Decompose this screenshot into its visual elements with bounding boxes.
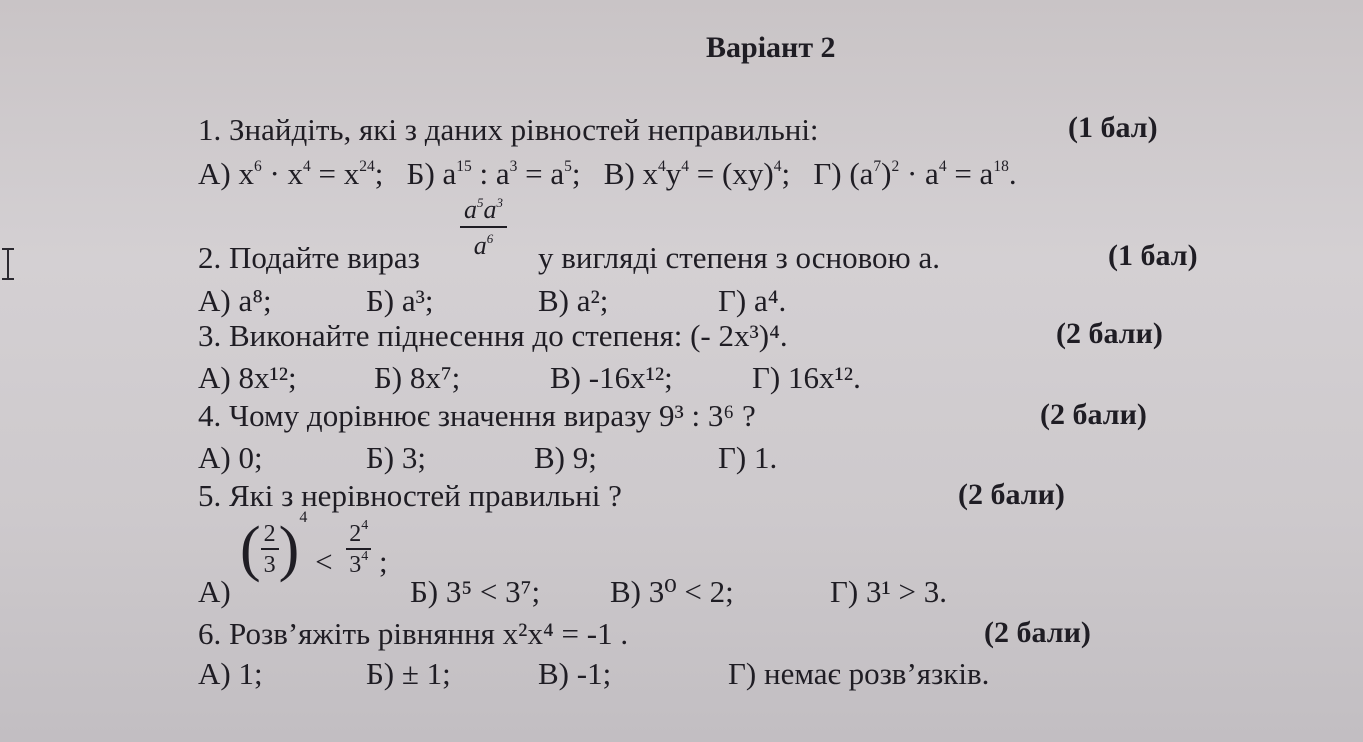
q6-option-a: А) 1; [198,656,263,691]
question-3-text: 3. Виконайте піднесення до степеня: (- 2x³)⁴. [198,318,788,353]
q1-option-g-label: Г) [813,156,842,191]
q1-option-v-label: В) [603,156,635,191]
q4-option-v: В) 9; [534,440,597,475]
question-3-points: (2 бали) [1056,317,1163,350]
question-5-text: 5. Які з нерівностей правильні ? [198,478,622,513]
q6-option-v: В) -1; [538,656,612,691]
q3-option-v: В) -16x¹²; [550,360,673,395]
question-6-text: 6. Розв’яжіть рівняння x²x⁴ = -1 . [198,616,629,651]
text-cursor-icon [2,248,14,280]
q5-option-a-label: А) [198,574,231,609]
q5-option-a-expression: ( $\frac{2}{3}$ )$^4$ < $\frac{2^4}{3^4}$ ; [240,509,388,583]
q4-option-g: Г) 1. [718,440,778,475]
question-2-points: (1 бал) [1108,239,1198,272]
question-1-points: (1 бал) [1068,111,1158,144]
q2-option-b: Б) a³; [366,283,434,318]
question-1-options: А) $x^6 \cdot x^4 = x^{24}$; Б) $a^{15}$ : $a^3 = a^5$; В) $x^4y^4 = (xy)^4$; Г) $(a^7)^2 \cdot a^4 = a^{18}$. [198,156,1017,191]
q1-option-a-label: А) [198,156,231,191]
q3-option-b: Б) 8x⁷; [374,360,461,395]
q2-option-g: Г) a⁴. [718,283,787,318]
q1-option-b-label: Б) [406,156,435,191]
question-4-points: (2 бали) [1040,398,1147,431]
q2-option-a: А) a⁸; [198,283,272,318]
question-1-text: 1. Знайдіть, які з даних рівностей неправильні: [198,112,819,147]
q5-option-g: Г) 3¹ > 3. [830,574,948,609]
question-2-fraction: $\frac{a^5a^3}{a^6}$ [460,196,507,260]
question-5-points: (2 бали) [958,478,1065,511]
q6-option-g: Г) немає розв’язків. [728,656,990,691]
q5-option-b: Б) 3⁵ < 3⁷; [410,574,541,609]
question-6-points: (2 бали) [984,616,1091,649]
q5-option-v: В) 3⁰ < 2; [610,574,734,609]
question-2-text-after: у вигляді степеня з основою а. [538,240,940,275]
q6-option-b: Б) ± 1; [366,656,451,691]
question-4-text: 4. Чому дорівнює значення виразу 9³ : 3⁶ ? [198,398,756,433]
q2-option-v: В) a²; [538,283,609,318]
q3-option-g: Г) 16x¹². [752,360,861,395]
variant-title: Варіант 2 [706,31,836,64]
q4-option-b: Б) 3; [366,440,426,475]
question-2-text-before: 2. Подайте вираз [198,240,420,275]
q4-option-a: А) 0; [198,440,263,475]
q3-option-a: А) 8x¹²; [198,360,297,395]
